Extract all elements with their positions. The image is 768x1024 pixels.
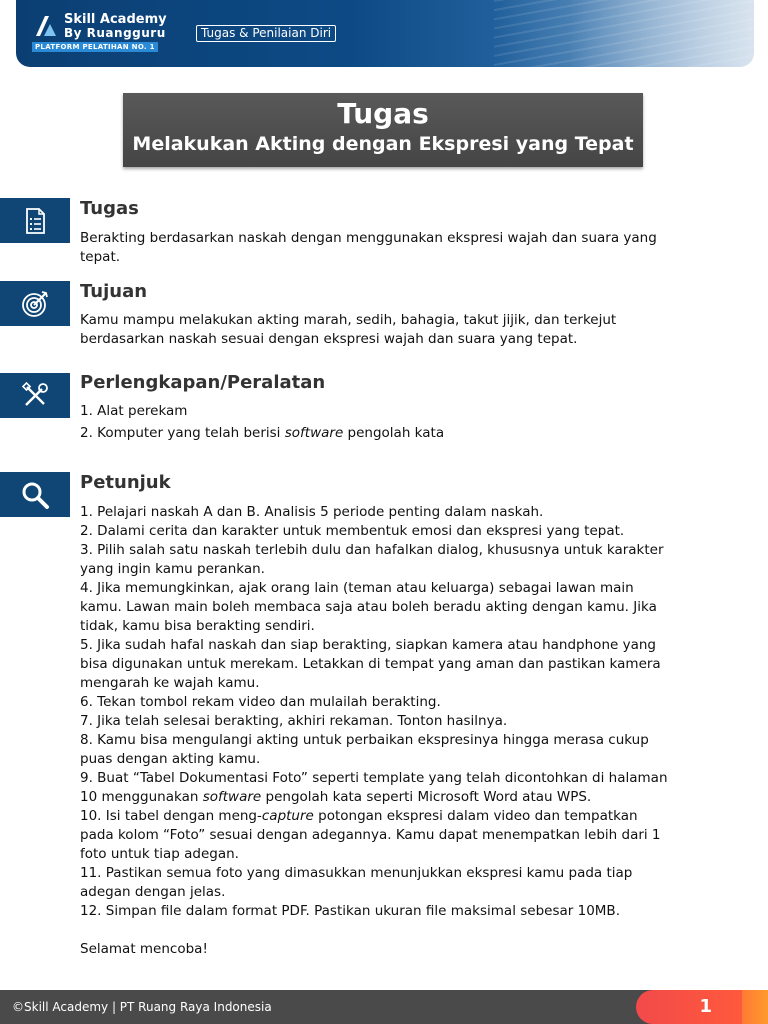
step-item [80,807,670,864]
section-tab-perlengkapan [0,373,70,418]
list-item-text: 2. Komputer yang telah berisi [80,425,285,441]
page-number-pill [636,990,746,1024]
page-pill-accent [742,990,768,1024]
section-heading-petunjuk: Petunjuk [80,472,171,493]
section-list-perlengkapan [80,402,680,443]
section-tab-petunjuk [0,472,70,517]
step-item: 1. Pelajari naskah A dan B. Analisis 5 periode penting dalam naskah. [80,504,544,520]
section-tab-tujuan [0,281,70,326]
target-icon [20,289,50,319]
page-title: Tugas [337,97,429,130]
step-item: 6. Tekan tombol rekam video dan mulailah berakting. [80,694,441,710]
magnifier-icon [20,480,50,510]
section-heading-tujuan: Tujuan [80,281,148,302]
step-text: potongan ekspresi dalam video dan tempatkan pada kolom “Foto” sesuai dengan adegannya. Kamu dapat menempatkan lebih dari 1 foto untuk tiap adegan. [80,808,661,862]
step-item: 4. Jika memungkinkan, ajak orang lain (teman atau keluarga) sebagai lawan main kamu. Lawan main boleh membaca saja atau boleh beradu akting dengan kamu. Jika tidak, kamu bisa berakting sendiri. [80,580,657,634]
list-item-emphasis: software [284,425,344,441]
document-list-icon [20,206,50,236]
step-emphasis: capture [261,808,314,824]
step-item: 5. Jika sudah hafal naskah dan siap berakting, siapkan kamera atau handphone yang bisa digunakan untuk merekam. Letakkan di tempat yang aman dan pastikan kamera mengarah ke wajah kamu. [80,637,661,691]
footer-bar [0,990,768,1024]
step-item: 3. Pilih salah satu naskah terlebih dulu dan hafalkan dialog, khususnya untuk karakter yang ingin kamu perankan. [80,542,664,577]
list-item [80,424,680,443]
step-item: 12. Simpan file dalam format PDF. Pastikan ukuran file maksimal sebesar 10MB. [80,903,620,919]
title-box [123,93,643,167]
header-banner [16,0,754,67]
closing-text: Selamat mencoba! [80,941,208,957]
section-tab-tugas [0,198,70,243]
step-item: 11. Pastikan semua foto yang dimasukkan menunjukkan ekspresi kamu pada tiap adegan dengan jelas. [80,865,633,900]
list-item-text: pengolah kata [343,425,445,441]
step-item [80,769,670,807]
step-emphasis: software [202,789,262,805]
footer-copyright: ©Skill Academy | PT Ruang Raya Indonesia [12,1000,272,1014]
page-number: 1 [699,996,712,1017]
step-item: 2. Dalami cerita dan karakter untuk membentuk emosi dan ekspresi yang tepat. [80,523,625,539]
step-text: pengolah kata seperti Microsoft Word atau WPS. [261,789,592,805]
step-item: 7. Jika telah selesai berakting, akhiri rekaman. Tonton hasilnya. [80,713,508,729]
step-text: 9. Buat “Tabel Dokumentasi Foto” seperti template yang telah dicontohkan di halaman 10 menggunakan [80,770,668,805]
list-item: 1. Alat perekam [80,403,188,419]
header-decoration [494,0,754,67]
tools-icon [20,381,50,411]
header-section-chip: Tugas & Penilaian Diri [196,25,336,42]
brand-name: Skill Academy [64,12,167,27]
step-text: 10. Isi tabel dengan meng- [80,808,262,824]
skill-academy-logo-icon [34,14,58,38]
section-heading-tugas: Tugas [80,198,139,219]
brand-badge: PLATFORM PELATIHAN NO. 1 [32,42,158,52]
page-subtitle: Melakukan Akting dengan Ekspresi yang Tepat [132,133,634,155]
section-heading-perlengkapan: Perlengkapan/Peralatan [80,372,326,393]
section-steps-petunjuk [80,503,670,959]
section-text-tugas: Berakting berdasarkan naskah dengan menggunakan ekspresi wajah dan suara yang tepat. [80,230,657,265]
step-item: 8. Kamu bisa mengulangi akting untuk perbaikan ekspresinya hingga merasa cukup puas dengan akting kamu. [80,732,649,767]
section-text-tujuan: Kamu mampu melakukan akting marah, sedih, bahagia, takut jijik, dan terkejut berdasarkan naskah sesuai dengan ekspresi wajah dan suara yang tepat. [80,312,617,347]
brand-byline: By Ruangguru [64,26,166,40]
